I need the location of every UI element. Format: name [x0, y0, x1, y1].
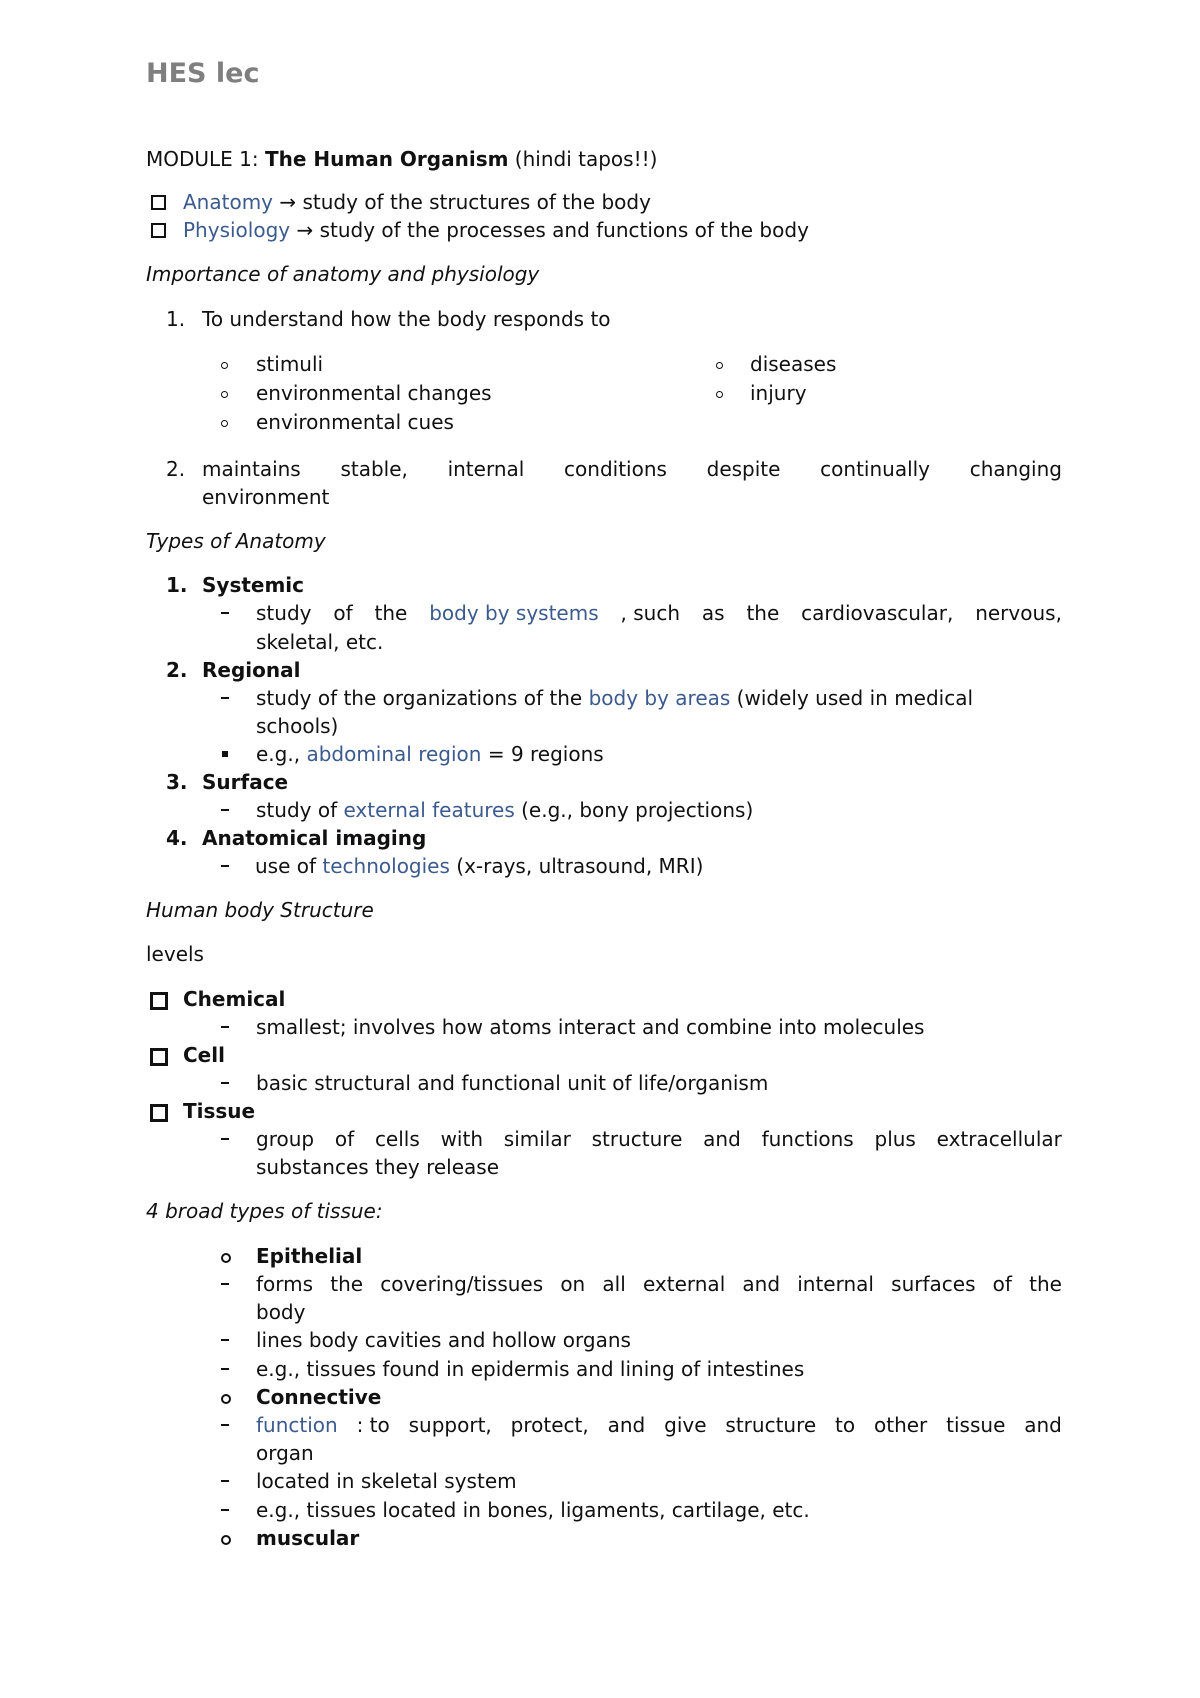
checkbox-icon [151, 195, 166, 210]
module-title: The Human Organism [265, 147, 509, 171]
checkbox-icon [150, 1048, 168, 1066]
dash-bullet-icon [221, 1480, 229, 1482]
circle-bullet-icon [716, 391, 723, 398]
connective-function-cont: organ [256, 1441, 314, 1465]
tissue-types-heading: 4 broad types of tissue: [146, 1199, 383, 1223]
list-item: environmental changes [256, 381, 492, 405]
imaging-description: use of technologies (x-rays, ultrasound, MRI) [255, 854, 704, 878]
surface-description: study of external features (e.g., bony projections) [256, 798, 754, 822]
checkbox-icon [150, 992, 168, 1010]
module-heading: MODULE 1: The Human Organism (hindi tapos!!) [146, 147, 658, 171]
systemic-title: Systemic [202, 573, 305, 597]
systemic-description-cont: skeletal, etc. [256, 630, 384, 654]
definition-anatomy: Anatomy → study of the structures of the body [183, 190, 651, 214]
tissue-title: Tissue [183, 1099, 256, 1123]
dash-bullet-icon [221, 1509, 229, 1511]
regional-description: study of the organizations of the body by areas (widely used in medical [256, 686, 974, 710]
connective-function: function : to support, protect, and give structure to other tissue and [256, 1413, 1062, 1437]
document-title: HES lec [146, 58, 260, 89]
dash-bullet-icon [221, 697, 229, 699]
checkbox-icon [151, 223, 166, 238]
circle-bullet-icon [221, 1394, 231, 1404]
surface-title: Surface [202, 770, 289, 794]
epithelial-line-2: lines body cavities and hollow organs [256, 1328, 631, 1352]
importance-item-2: maintains stable, internal conditions despite continually changing [202, 457, 1062, 481]
list-item: injury [750, 381, 807, 405]
regional-description-cont: schools) [256, 714, 339, 738]
levels-label: levels [146, 942, 204, 966]
dash-bullet-icon [221, 1082, 229, 1084]
regional-example: e.g., abdominal region = 9 regions [256, 742, 604, 766]
imaging-title: Anatomical imaging [202, 826, 427, 850]
cell-title: Cell [183, 1043, 225, 1067]
list-item: stimuli [256, 352, 324, 376]
dash-bullet-icon [221, 1339, 229, 1341]
epithelial-line-3: e.g., tissues found in epidermis and lining of intestines [256, 1357, 805, 1381]
dash-bullet-icon [221, 1138, 229, 1140]
circle-bullet-icon [221, 1253, 231, 1263]
importance-item-1: To understand how the body responds to [202, 307, 611, 331]
regional-title: Regional [202, 658, 301, 682]
connective-line-2: located in skeletal system [256, 1469, 517, 1493]
chemical-title: Chemical [183, 987, 286, 1011]
systemic-description: study of the body by systems , such as the cardiovascular, nervous, [256, 601, 1062, 625]
tissue-description-cont: substances they release [256, 1155, 500, 1179]
circle-bullet-icon [716, 362, 723, 369]
list-number: 3. [166, 770, 188, 794]
list-number: 2. [166, 658, 188, 682]
dash-bullet-icon [221, 612, 229, 614]
dash-bullet-icon [221, 1283, 229, 1285]
circle-bullet-icon [221, 362, 228, 369]
list-number: 1. [166, 307, 186, 331]
epithelial-line-1-cont: body [256, 1300, 306, 1324]
tissue-description: group of cells with similar structure and functions plus extracellular [256, 1127, 1062, 1151]
list-item: diseases [750, 352, 837, 376]
dash-bullet-icon [221, 1424, 229, 1426]
connective-title: Connective [256, 1385, 382, 1409]
cell-description: basic structural and functional unit of life/organism [256, 1071, 769, 1095]
square-bullet-icon [222, 751, 228, 757]
types-of-anatomy-heading: Types of Anatomy [146, 529, 326, 553]
chemical-description: smallest; involves how atoms interact and combine into molecules [256, 1015, 925, 1039]
connective-line-3: e.g., tissues located in bones, ligaments, cartilage, etc. [256, 1498, 810, 1522]
definition-physiology: Physiology → study of the processes and functions of the body [183, 218, 809, 242]
structure-heading: Human body Structure [146, 898, 374, 922]
circle-bullet-icon [221, 391, 228, 398]
circle-bullet-icon [221, 420, 228, 427]
dash-bullet-icon [221, 1026, 229, 1028]
epithelial-title: Epithelial [256, 1244, 363, 1268]
importance-heading: Importance of anatomy and physiology [146, 262, 540, 286]
dash-bullet-icon [221, 1368, 229, 1370]
list-item: environmental cues [256, 410, 454, 434]
list-number: 4. [166, 826, 188, 850]
epithelial-line-1: forms the covering/tissues on all external and internal surfaces of the [256, 1272, 1062, 1296]
dash-bullet-icon [221, 809, 229, 811]
list-number: 2. [166, 457, 186, 481]
list-number: 1. [166, 573, 188, 597]
dash-bullet-icon [221, 865, 229, 867]
circle-bullet-icon [221, 1535, 231, 1545]
importance-item-2-cont: environment [202, 485, 330, 509]
checkbox-icon [150, 1104, 168, 1122]
muscular-title: muscular [256, 1526, 360, 1550]
